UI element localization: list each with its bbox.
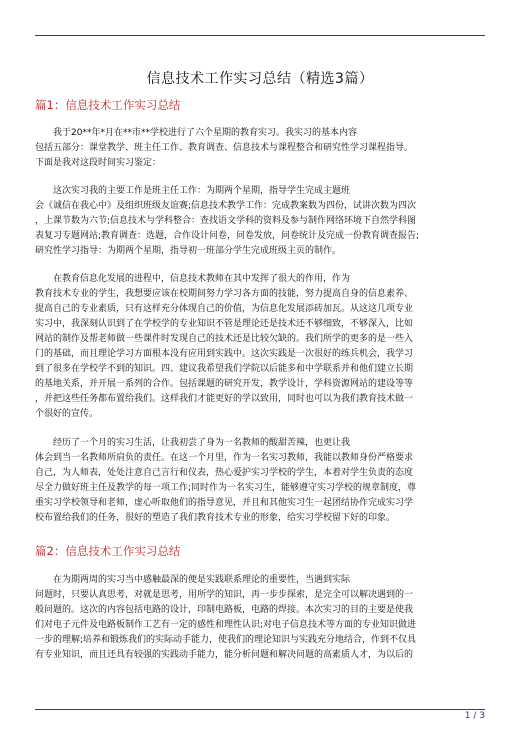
text-line: 般问题的。这次的内容包括电路的设计，印制电路板，电路的焊接。本次实习的目的主要是使我 xyxy=(35,605,414,615)
text-line: 实习中，我深刻认识到了在学校学的专业知识不管是理论还是技术还不够细致，不够深入，比如 xyxy=(35,319,414,329)
section-2-heading: 篇2：信息技术工作实习总结 xyxy=(35,544,181,558)
text-line: 有专业知识，而且还具有较强的实践动手能力，能分析问题和解决问题的高素质人才，为以后的 xyxy=(35,650,414,660)
text-line: ，上课节数为六节;信息技术与学科整合：查找语文学科的资料及参与制作网络环境下自然学科图 xyxy=(35,216,417,226)
text-line: 这次实习我的主要工作是班主任工作：为期两个星期，指导学生完成主题班 xyxy=(35,186,351,196)
text-line: 校布置给我们的任务，很好的塑造了我们教育技术专业的形象，给实习学校留下好的印象。 xyxy=(35,513,396,523)
text-line: 体会到当一名教师所肩负的责任。在这一个月里，作为一名实习教师，我能以教师身份严格要求 xyxy=(35,453,414,463)
text-line: 在教育信息化发展的进程中，信息技术教师在其中发挥了很大的作用，作为 xyxy=(35,274,351,284)
text-line: ，并把这些任务都布置给我们。这样我们才能更好的学以致用，同时也可以为我们教育技术做一 xyxy=(35,394,414,404)
section-1-paragraph-3 xyxy=(35,272,485,422)
text-line: 表复习专题网站;教育调查：选题，合作设计问卷，问卷发放，问卷统计及完成一份教育调查报告; xyxy=(35,231,420,241)
text-line: 一步的理解;培养和锻炼我们的实际动手能力，使我们的理论知识与实践充分地结合，作到不仅具 xyxy=(35,635,417,645)
text-line: 会《诚信在我心中》及组织班级友谊赛;信息技术教学工作：完成教案数为四份，试讲次数为四次 xyxy=(35,201,417,211)
header-rule xyxy=(35,35,485,36)
text-line: 在为期两周的实习当中感触最深的便是实践联系理论的重要性，当遇到实际 xyxy=(35,575,351,585)
section-1-heading: 篇1：信息技术工作实习总结 xyxy=(35,98,181,112)
text-line: 网站的制作及帮老师做一些课件时发现自己的技术还是比较欠缺的。我们所学的更多的是一些入 xyxy=(35,334,414,344)
document-title: 信息技术工作实习总结（精选3篇） xyxy=(146,71,374,87)
text-line: 到了很多在学校学不到的知识。四、建议我希望我们学院以后能多和中学联系并和他们建立长期 xyxy=(35,364,414,374)
text-line: 尽全力做好班主任及教学的每一项工作;同时作为一名实习生，能够遵守实习学校的规章制度，尊 xyxy=(35,483,417,493)
text-line: 下面是我对这段时间实习鉴定： xyxy=(35,158,162,168)
text-line: 研究性学习指导：为期两个星期，指导初一班部分学生完成班级主页的制作。 xyxy=(35,246,342,256)
text-line: 们对电子元件及电路板制作工艺有一定的感性和理性认识;对电子信息技术等方面的专业知识做进 xyxy=(35,620,417,630)
footer-rule xyxy=(35,709,485,710)
text-line: 经历了一个月的实习生活，让我初尝了身为一名教师的酸甜苦辣，也更让我 xyxy=(35,438,351,448)
page-indicator: 1 / 3 xyxy=(464,711,485,721)
text-line: 问题时，只要认真思考，对就是思考，用所学的知识，再一步步探索，是完全可以解决遇到的一 xyxy=(35,590,414,600)
text-line: 个很好的宣传。 xyxy=(35,409,99,419)
text-line: 教育技术专业的学生，我想要应该在校期间努力学习各方面的技能，努力提高自身的信息素养、 xyxy=(35,289,414,299)
text-line: 自己，为人师表，处处注意自己言行和仪表，热心爱护实习学校的学生，本着对学生负责的态度 xyxy=(35,468,414,478)
text-line: 包括五部分：课堂教学、班主任工作、教育调查、信息技术与课程整合和研究性学习课程指导。 xyxy=(35,143,414,153)
section-1-paragraph-1 xyxy=(35,126,485,171)
section-1-paragraph-2 xyxy=(35,184,485,259)
text-line: 重实习学校领导和老师，虚心听取他们的指导意见，并且和其他实习生一起团结协作完成实习学 xyxy=(35,498,414,508)
section-1-paragraph-4 xyxy=(35,436,485,526)
text-line: 我于20**年*月在**市**学校进行了六个星期的教育实习。我实习的基本内容 xyxy=(35,128,357,138)
text-line: 门的基础，而且理论学习方面根本没有应用到实践中。这次实践是一次很好的练兵机会，我学习 xyxy=(35,349,414,359)
text-line: 提高自己的专业素质，只有这样充分体现自己的价值，为信息化发展添砖加瓦。从这这几项专业 xyxy=(35,304,414,314)
text-line: 的基地关系，并开展一系列的合作。包括课题的研究开发，教学设计，学科资源网站的建设等等 xyxy=(35,379,414,389)
section-2-paragraph-1 xyxy=(35,573,485,663)
